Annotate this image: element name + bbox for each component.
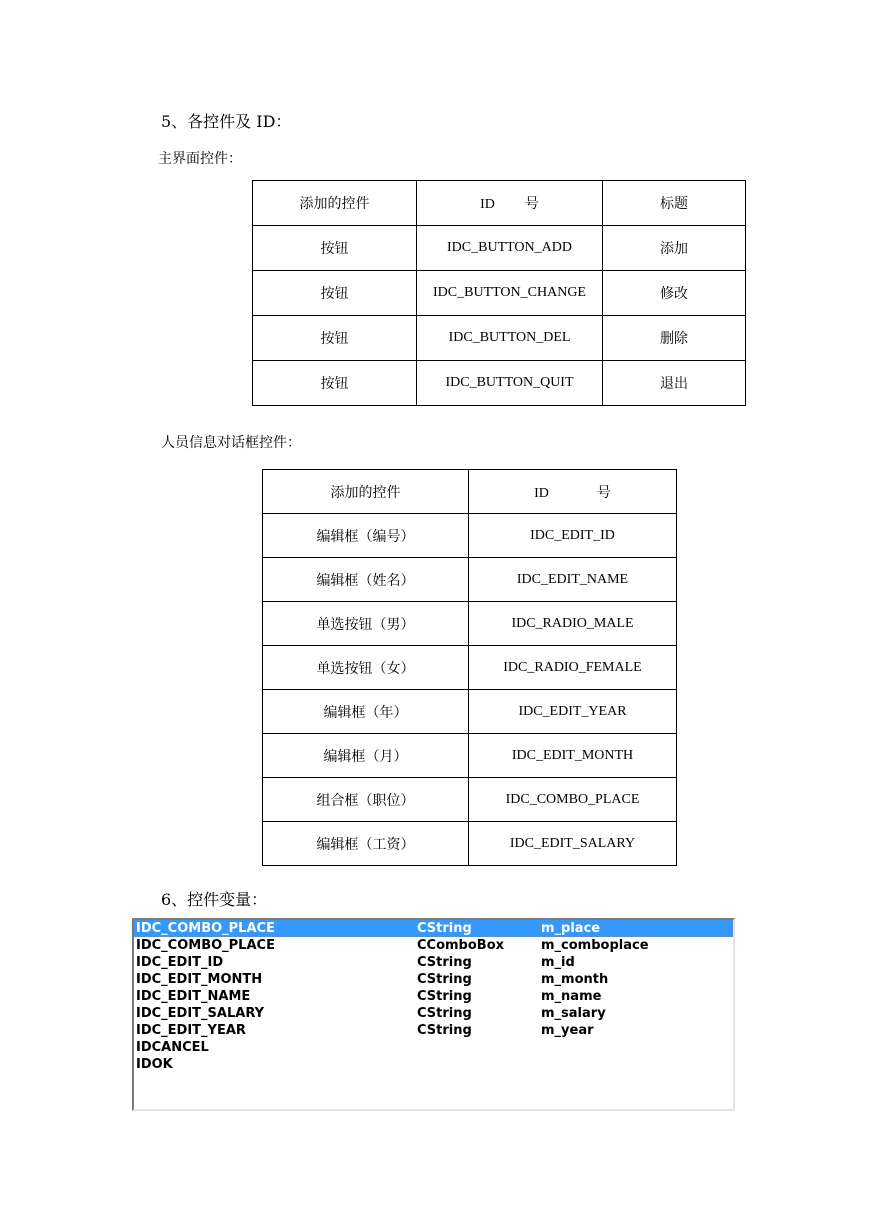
cell-id: IDC_RADIO_MALE (469, 602, 677, 646)
cell-control: 编辑框（编号） (263, 514, 469, 558)
cell-control: 按钮 (253, 226, 417, 271)
cell-control: 单选按钮（男） (263, 602, 469, 646)
list-item-type: CString (417, 1023, 472, 1038)
header-caption: 标题 (603, 181, 746, 226)
list-item-member: m_name (541, 989, 602, 1004)
list-item[interactable] (134, 954, 733, 971)
cell-caption: 添加 (603, 226, 746, 271)
cell-caption: 修改 (603, 271, 746, 316)
list-item-id: IDOK (136, 1057, 173, 1072)
table-row (263, 778, 677, 822)
list-item[interactable] (134, 971, 733, 988)
section-5-heading: 5、各控件及 ID： (161, 112, 292, 131)
list-item-type: CComboBox (417, 938, 505, 953)
table-row (263, 734, 677, 778)
table-row (253, 316, 746, 361)
cell-control: 编辑框（姓名） (263, 558, 469, 602)
table-header-row (263, 470, 677, 514)
list-item-member: m_id (541, 955, 575, 970)
list-item[interactable] (134, 1022, 733, 1039)
table-row (253, 271, 746, 316)
cell-id: IDC_BUTTON_ADD (417, 226, 603, 271)
header-id: ID 号 (469, 470, 677, 514)
list-item-type: CString (417, 955, 472, 970)
member-variables-listbox[interactable] (132, 918, 735, 1111)
cell-control: 按钮 (253, 271, 417, 316)
main-controls-table (252, 180, 746, 406)
list-item-member: m_comboplace (541, 938, 649, 953)
table-row (253, 226, 746, 271)
dialog-controls-table (262, 469, 677, 866)
list-item-id: IDC_COMBO_PLACE (136, 921, 275, 936)
cell-id: IDC_EDIT_YEAR (469, 690, 677, 734)
list-item[interactable] (134, 937, 733, 954)
table-row (253, 361, 746, 406)
cell-id: IDC_BUTTON_CHANGE (417, 271, 603, 316)
list-item-id: IDC_EDIT_ID (136, 955, 224, 970)
list-item-id: IDC_EDIT_NAME (136, 989, 251, 1004)
list-item-id: IDC_EDIT_YEAR (136, 1023, 246, 1038)
cell-id: IDC_EDIT_SALARY (469, 822, 677, 866)
cell-id: IDC_EDIT_MONTH (469, 734, 677, 778)
table-row (263, 602, 677, 646)
cell-control: 按钮 (253, 316, 417, 361)
table-row (263, 558, 677, 602)
list-item-member: m_place (541, 921, 601, 936)
list-item[interactable] (134, 1056, 733, 1073)
cell-control: 单选按钮（女） (263, 646, 469, 690)
list-item-id: IDC_COMBO_PLACE (136, 938, 275, 953)
list-item-type: CString (417, 989, 472, 1004)
header-control: 添加的控件 (263, 470, 469, 514)
list-item[interactable] (134, 1039, 733, 1056)
cell-control: 编辑框（工资） (263, 822, 469, 866)
list-item-id: IDC_EDIT_SALARY (136, 1006, 265, 1021)
list-item[interactable] (134, 920, 733, 937)
cell-id: IDC_EDIT_ID (469, 514, 677, 558)
cell-id: IDC_COMBO_PLACE (469, 778, 677, 822)
list-item-member: m_salary (541, 1006, 606, 1021)
header-control: 添加的控件 (253, 181, 417, 226)
cell-id: IDC_BUTTON_DEL (417, 316, 603, 361)
dialog-controls-heading: 人员信息对话框控件： (161, 435, 301, 451)
cell-caption: 退出 (603, 361, 746, 406)
table-row (263, 646, 677, 690)
table-row (263, 514, 677, 558)
list-item-type: CString (417, 921, 472, 936)
list-item-id: IDCANCEL (136, 1040, 209, 1055)
cell-control: 编辑框（月） (263, 734, 469, 778)
list-item-type: CString (417, 1006, 472, 1021)
table-header-row (253, 181, 746, 226)
list-item-member: m_month (541, 972, 609, 987)
main-controls-heading: 主界面控件： (158, 151, 242, 167)
table-row (263, 690, 677, 734)
cell-control: 按钮 (253, 361, 417, 406)
cell-control: 编辑框（年） (263, 690, 469, 734)
list-item-type: CString (417, 972, 472, 987)
table-row (263, 822, 677, 866)
header-id: ID 号 (417, 181, 603, 226)
list-item[interactable] (134, 988, 733, 1005)
list-item[interactable] (134, 1005, 733, 1022)
cell-id: IDC_RADIO_FEMALE (469, 646, 677, 690)
cell-control: 组合框（职位） (263, 778, 469, 822)
list-item-id: IDC_EDIT_MONTH (136, 972, 263, 987)
list-item-member: m_year (541, 1023, 594, 1038)
cell-caption: 删除 (603, 316, 746, 361)
cell-id: IDC_BUTTON_QUIT (417, 361, 603, 406)
cell-id: IDC_EDIT_NAME (469, 558, 677, 602)
section-6-heading: 6、控件变量： (161, 890, 268, 909)
